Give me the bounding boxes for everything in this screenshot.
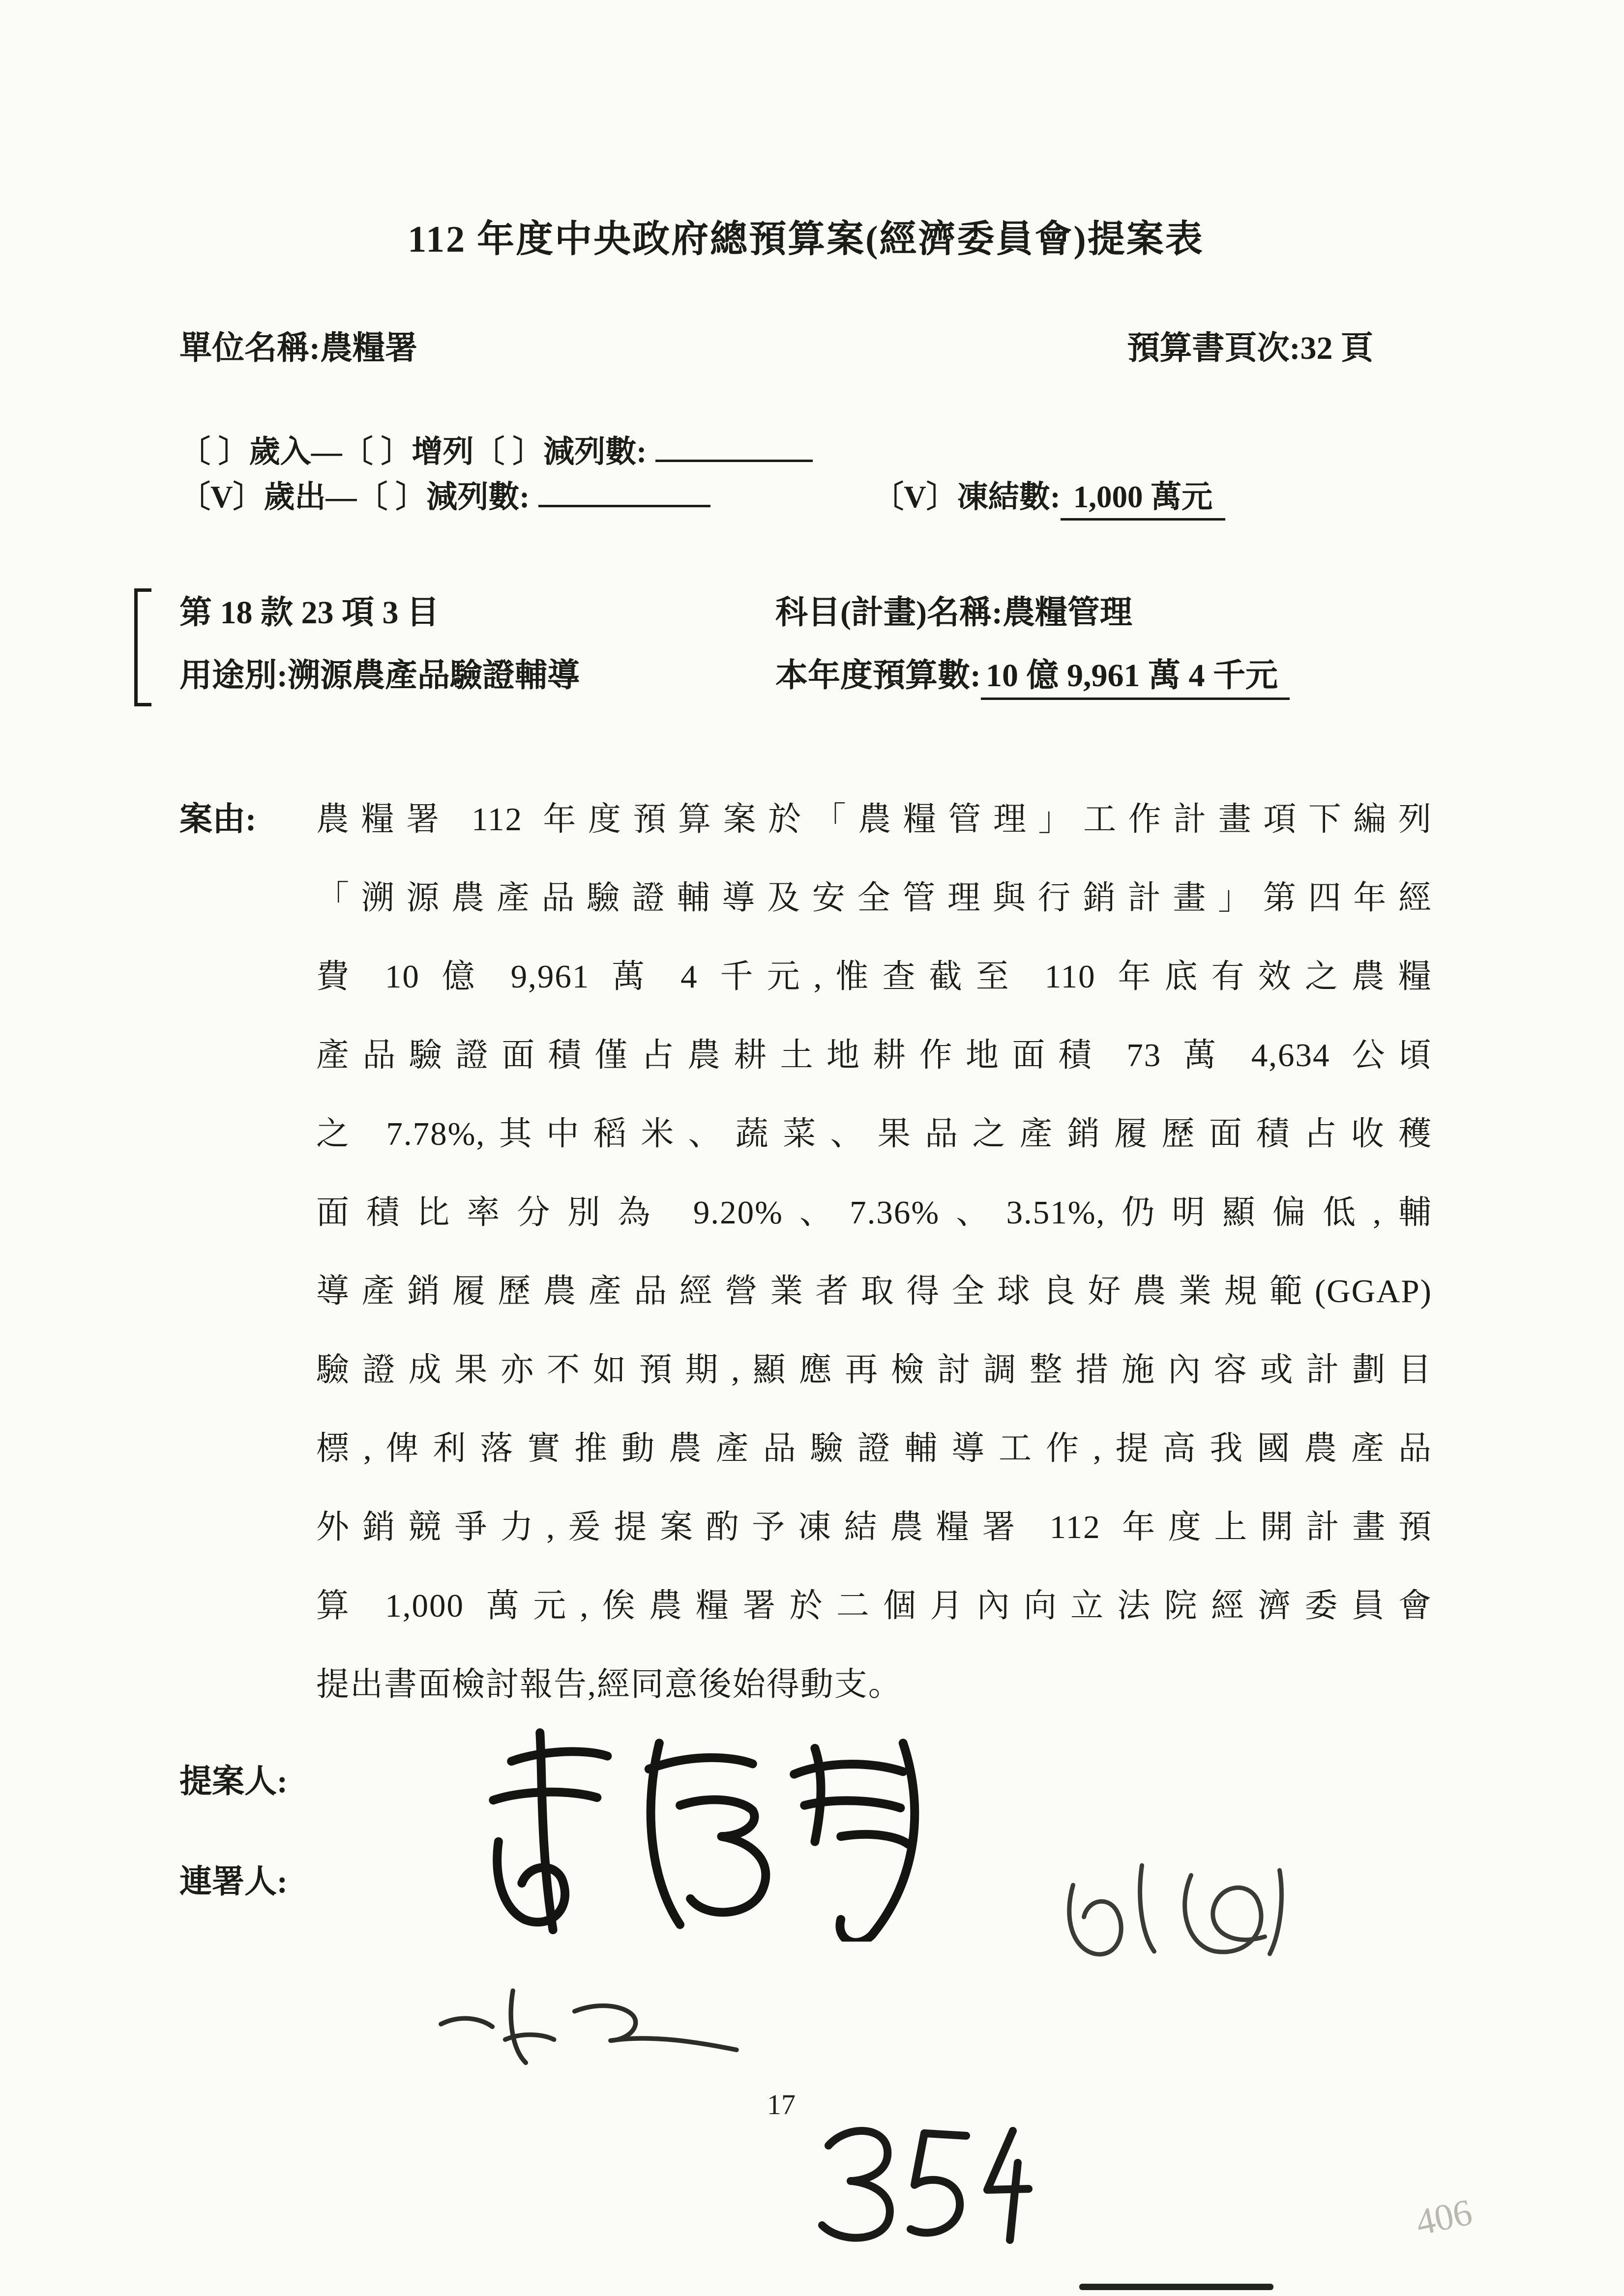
program-value: 農糧管理 (1002, 595, 1132, 631)
case-line: 面積比率分別為 9.20%、7.36%、3.51%,仍明顯偏低,輔 (316, 1194, 1432, 1231)
subject-row-2 (179, 644, 1432, 707)
budget-page-label: 預算書頁次: (1127, 330, 1300, 366)
expenditure-line-text: 〔V〕歲出—〔 〕減列數: (179, 480, 530, 514)
revenue-line-text: 〔 〕歲入—〔 〕增列〔 〕減列數: (179, 435, 647, 469)
case-description (179, 780, 1432, 1724)
budget-page-value: 32 頁 (1300, 330, 1373, 366)
signature-proposer (462, 1711, 934, 1942)
amount-section (179, 429, 1432, 520)
handwritten-corner-note: 406 (1412, 2191, 1476, 2243)
budget-page-field (1127, 326, 1373, 371)
case-line: 提出書面檢討報告,經同意後始得動支。 (316, 1666, 902, 1703)
case-line: 之 7.78%,其中稻米、蔬菜、果品之產銷履歷面積占收穫 (316, 1116, 1432, 1152)
expenditure-blank-underline (538, 476, 710, 507)
freeze-value: 1,000 萬元 (1061, 480, 1226, 521)
unit-name-value: 農糧署 (320, 330, 417, 366)
document-title: 112 年度中央政府總預算案(經濟委員會)提案表 (408, 219, 1204, 260)
year-budget-label: 本年度預算數: (775, 658, 981, 694)
case-line: 驗證成果亦不如預期,顯應再檢討調整措施內容或計劃目 (316, 1352, 1432, 1388)
case-line: 導產銷履歷農產品經營業者取得全球良好農業規範(GGAP) (316, 1273, 1432, 1309)
case-line: 算 1,000 萬元,俟農糧署於二個月內向立法院經濟委員會 (316, 1588, 1432, 1624)
expenditure-line (179, 474, 1432, 520)
program-field (775, 581, 1432, 644)
case-line: 標,俾利落實推動農產品驗證輔導工作,提高我國農產品 (316, 1430, 1432, 1467)
year-budget-field (775, 644, 1432, 707)
program-label: 科目(計畫)名稱: (775, 595, 1003, 631)
proposer-label: 提案人: (179, 1764, 288, 1800)
revenue-blank-underline (655, 431, 813, 462)
subject-section (179, 581, 1432, 707)
document-content (179, 216, 1432, 1905)
handwritten-page-number (801, 2111, 1037, 2249)
subject-row-1 (179, 581, 1432, 644)
cosigner-label: 連署人: (179, 1864, 288, 1900)
case-label: 案由: (179, 801, 257, 838)
case-line: 費 10 億 9,961 萬 4 千元,惟查截至 110 年底有效之農糧 (316, 959, 1432, 995)
unit-name-field (179, 326, 417, 371)
case-line: 「溯源農產品驗證輔導及安全管理與行銷計畫」第四年經 (316, 880, 1432, 916)
case-line: 農糧署 112 年度預算案於「農糧管理」工作計畫項下編列 (316, 801, 1432, 838)
case-line: 產品驗證面積僅占農耕土地耕作地面積 73 萬 4,634 公頃 (316, 1037, 1432, 1074)
freeze-field (873, 480, 1225, 514)
scan-artifact-line (1079, 2284, 1273, 2290)
signature-cosigner-right (1042, 1826, 1310, 1974)
signature-cosigner-lower (420, 1961, 760, 2077)
purpose-value: 溯源農產品驗證輔導 (287, 658, 580, 694)
year-budget-value: 10 億 9,961 萬 4 千元 (981, 658, 1290, 700)
revenue-line (179, 429, 1432, 474)
purpose-field (179, 644, 775, 707)
header-row (179, 326, 1432, 371)
unit-name-label: 單位名稱: (179, 330, 320, 366)
clause-number: 第 18 款 23 項 3 目 (179, 595, 439, 631)
printed-page-number: 17 (767, 2089, 796, 2121)
case-line: 外銷競爭力,爰提案酌予凍結農糧署 112 年度上開計畫預 (316, 1509, 1432, 1545)
section-bracket (134, 588, 148, 706)
purpose-label: 用途別: (179, 658, 288, 694)
freeze-label: 〔V〕凍結數: (873, 480, 1061, 514)
